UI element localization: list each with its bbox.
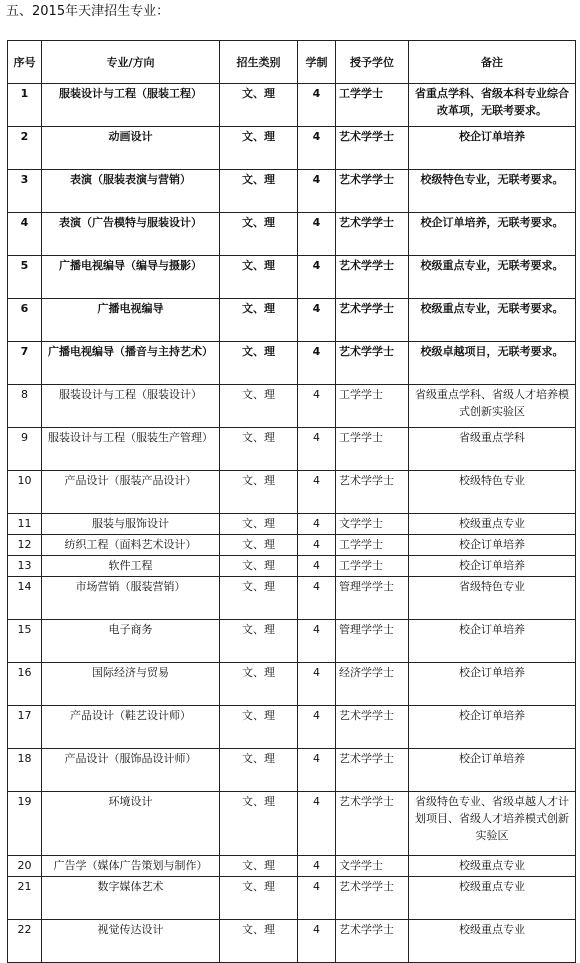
row-index: 2 <box>8 127 42 170</box>
row-major: 广告学（媒体广告策划与制作） <box>42 856 220 877</box>
row-duration: 4 <box>298 514 336 535</box>
row-duration: 4 <box>298 256 336 299</box>
row-major: 服装与服饰设计 <box>42 514 220 535</box>
row-remark: 校企订单培养 <box>409 749 576 792</box>
header-major: 专业/方向 <box>42 41 220 84</box>
row-major: 产品设计（鞋艺设计师） <box>42 706 220 749</box>
row-remark: 省级特色专业、省级卓越人才计划项目、省级人才培养模式创新实验区 <box>409 792 576 856</box>
row-major: 产品设计（服饰品设计师） <box>42 749 220 792</box>
table-row <box>8 663 576 706</box>
row-index: 7 <box>8 342 42 385</box>
row-category: 文、理 <box>220 127 298 170</box>
row-duration: 4 <box>298 299 336 342</box>
row-category: 文、理 <box>220 577 298 620</box>
table-row <box>8 385 576 428</box>
row-degree: 工学学士 <box>336 428 409 471</box>
table-row <box>8 749 576 792</box>
row-index: 6 <box>8 299 42 342</box>
majors-table <box>7 40 576 963</box>
row-duration: 4 <box>298 342 336 385</box>
row-duration: 4 <box>298 663 336 706</box>
row-index: 10 <box>8 471 42 514</box>
row-degree: 艺术学学士 <box>336 213 409 256</box>
table-row <box>8 877 576 920</box>
table-row <box>8 620 576 663</box>
row-major: 市场营销（服装营销） <box>42 577 220 620</box>
row-major: 纺织工程（面料艺术设计） <box>42 535 220 556</box>
row-index: 14 <box>8 577 42 620</box>
row-duration: 4 <box>298 749 336 792</box>
row-remark: 省级重点学科、省级人才培养模式创新实验区 <box>409 385 576 428</box>
row-remark: 校级特色专业，无联考要求。 <box>409 170 576 213</box>
row-index: 8 <box>8 385 42 428</box>
row-remark: 校企订单培养 <box>409 556 576 577</box>
row-index: 13 <box>8 556 42 577</box>
row-category: 文、理 <box>220 170 298 213</box>
row-degree: 艺术学学士 <box>336 471 409 514</box>
header-remark: 备注 <box>409 41 576 84</box>
row-degree: 艺术学学士 <box>336 749 409 792</box>
row-remark: 省级特色专业 <box>409 577 576 620</box>
row-degree: 艺术学学士 <box>336 792 409 856</box>
row-degree: 工学学士 <box>336 535 409 556</box>
row-degree: 艺术学学士 <box>336 706 409 749</box>
row-duration: 4 <box>298 170 336 213</box>
row-duration: 4 <box>298 84 336 127</box>
row-remark: 校企订单培养，无联考要求。 <box>409 213 576 256</box>
row-category: 文、理 <box>220 877 298 920</box>
row-remark: 校级重点专业 <box>409 877 576 920</box>
row-degree: 艺术学学士 <box>336 920 409 963</box>
row-index: 16 <box>8 663 42 706</box>
header-degree: 授予学位 <box>336 41 409 84</box>
row-index: 20 <box>8 856 42 877</box>
row-degree: 艺术学学士 <box>336 256 409 299</box>
row-duration: 4 <box>298 706 336 749</box>
row-major: 数字媒体艺术 <box>42 877 220 920</box>
row-remark: 校级重点专业 <box>409 514 576 535</box>
row-major: 表演（广告模特与服装设计） <box>42 213 220 256</box>
row-duration: 4 <box>298 471 336 514</box>
row-remark: 校级重点专业，无联考要求。 <box>409 299 576 342</box>
row-remark: 校级重点专业，无联考要求。 <box>409 256 576 299</box>
row-index: 22 <box>8 920 42 963</box>
row-index: 19 <box>8 792 42 856</box>
table-row <box>8 299 576 342</box>
row-degree: 经济学学士 <box>336 663 409 706</box>
row-duration: 4 <box>298 920 336 963</box>
row-index: 11 <box>8 514 42 535</box>
row-category: 文、理 <box>220 256 298 299</box>
row-index: 12 <box>8 535 42 556</box>
row-category: 文、理 <box>220 84 298 127</box>
row-category: 文、理 <box>220 920 298 963</box>
row-degree: 管理学学士 <box>336 577 409 620</box>
row-remark: 校企订单培养 <box>409 663 576 706</box>
row-degree: 文学学士 <box>336 514 409 535</box>
row-duration: 4 <box>298 577 336 620</box>
table-row <box>8 256 576 299</box>
row-index: 5 <box>8 256 42 299</box>
row-duration: 4 <box>298 792 336 856</box>
row-duration: 4 <box>298 213 336 256</box>
row-major: 表演（服装表演与营销） <box>42 170 220 213</box>
row-duration: 4 <box>298 428 336 471</box>
header-index: 序号 <box>8 41 42 84</box>
row-category: 文、理 <box>220 535 298 556</box>
row-duration: 4 <box>298 556 336 577</box>
row-remark: 省重点学科、省级本科专业综合改革项，无联考要求。 <box>409 84 576 127</box>
row-degree: 艺术学学士 <box>336 342 409 385</box>
row-duration: 4 <box>298 127 336 170</box>
row-major: 广播电视编导 <box>42 299 220 342</box>
row-major: 电子商务 <box>42 620 220 663</box>
table-row <box>8 706 576 749</box>
table-row <box>8 84 576 127</box>
row-index: 17 <box>8 706 42 749</box>
row-duration: 4 <box>298 385 336 428</box>
row-degree: 艺术学学士 <box>336 127 409 170</box>
table-row <box>8 556 576 577</box>
row-remark: 校企订单培养 <box>409 620 576 663</box>
table-row <box>8 920 576 963</box>
row-category: 文、理 <box>220 471 298 514</box>
row-remark: 校企订单培养 <box>409 127 576 170</box>
row-category: 文、理 <box>220 706 298 749</box>
section-heading: 五、2015年天津招生专业： <box>6 4 170 19</box>
row-remark: 校级重点专业 <box>409 920 576 963</box>
row-degree: 工学学士 <box>336 385 409 428</box>
row-category: 文、理 <box>220 620 298 663</box>
table-row <box>8 514 576 535</box>
row-duration: 4 <box>298 877 336 920</box>
row-category: 文、理 <box>220 856 298 877</box>
row-index: 9 <box>8 428 42 471</box>
row-index: 18 <box>8 749 42 792</box>
table-row <box>8 535 576 556</box>
row-major: 服装设计与工程（服装设计） <box>42 385 220 428</box>
table-row <box>8 471 576 514</box>
row-duration: 4 <box>298 856 336 877</box>
row-major: 服装设计与工程（服装生产管理） <box>42 428 220 471</box>
row-remark: 省级重点学科 <box>409 428 576 471</box>
row-category: 文、理 <box>220 213 298 256</box>
table-row <box>8 577 576 620</box>
row-index: 1 <box>8 84 42 127</box>
row-degree: 艺术学学士 <box>336 170 409 213</box>
row-degree: 工学学士 <box>336 556 409 577</box>
row-remark: 校级特色专业 <box>409 471 576 514</box>
row-degree: 管理学学士 <box>336 620 409 663</box>
table-row <box>8 792 576 856</box>
row-index: 21 <box>8 877 42 920</box>
row-degree: 艺术学学士 <box>336 299 409 342</box>
row-major: 广播电视编导（播音与主持艺术） <box>42 342 220 385</box>
row-major: 软件工程 <box>42 556 220 577</box>
row-major: 环境设计 <box>42 792 220 856</box>
row-duration: 4 <box>298 620 336 663</box>
header-category: 招生类别 <box>220 41 298 84</box>
row-category: 文、理 <box>220 663 298 706</box>
header-row <box>8 41 576 84</box>
row-category: 文、理 <box>220 556 298 577</box>
row-category: 文、理 <box>220 342 298 385</box>
row-category: 文、理 <box>220 299 298 342</box>
row-category: 文、理 <box>220 792 298 856</box>
row-degree: 文学学士 <box>336 856 409 877</box>
row-degree: 艺术学学士 <box>336 877 409 920</box>
table-row <box>8 127 576 170</box>
row-major: 国际经济与贸易 <box>42 663 220 706</box>
row-duration: 4 <box>298 535 336 556</box>
row-category: 文、理 <box>220 385 298 428</box>
row-index: 15 <box>8 620 42 663</box>
table-row <box>8 342 576 385</box>
row-category: 文、理 <box>220 749 298 792</box>
row-major: 视觉传达设计 <box>42 920 220 963</box>
row-major: 服装设计与工程（服装工程） <box>42 84 220 127</box>
row-major: 动画设计 <box>42 127 220 170</box>
table-row <box>8 213 576 256</box>
row-remark: 校级卓越项目，无联考要求。 <box>409 342 576 385</box>
row-major: 产品设计（服装产品设计） <box>42 471 220 514</box>
table-row <box>8 856 576 877</box>
row-index: 3 <box>8 170 42 213</box>
row-remark: 校级重点专业 <box>409 856 576 877</box>
row-major: 广播电视编导（编导与摄影） <box>42 256 220 299</box>
row-remark: 校企订单培养 <box>409 535 576 556</box>
header-duration: 学制 <box>298 41 336 84</box>
row-category: 文、理 <box>220 428 298 471</box>
table-row <box>8 428 576 471</box>
row-degree: 工学学士 <box>336 84 409 127</box>
row-category: 文、理 <box>220 514 298 535</box>
table-row <box>8 170 576 213</box>
row-index: 4 <box>8 213 42 256</box>
row-remark: 校企订单培养 <box>409 706 576 749</box>
